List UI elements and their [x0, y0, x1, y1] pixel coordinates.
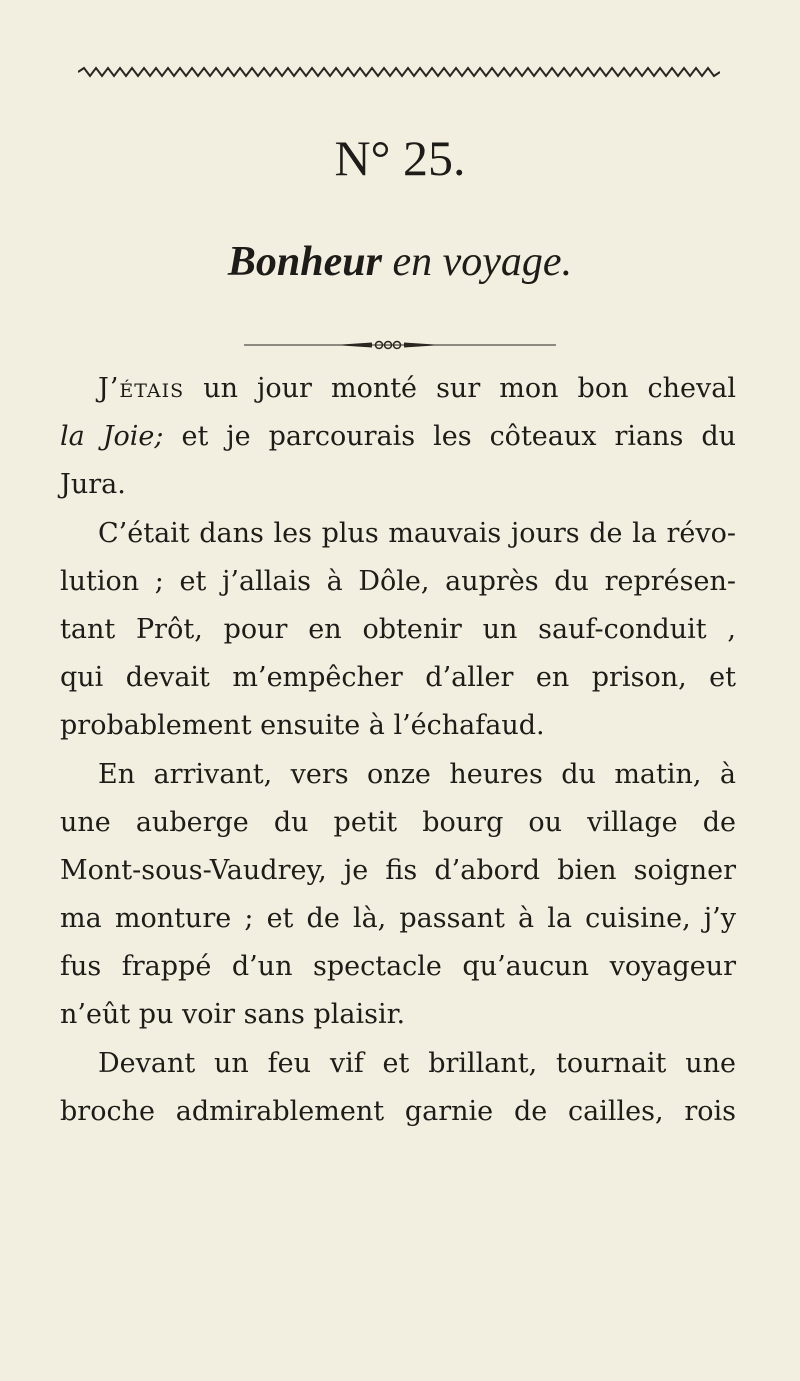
line-text: et je parcourais les côteaux rians du	[163, 421, 736, 453]
chapter-number: N° 25.	[334, 130, 466, 186]
text-line: fus frappé d’un spectacle qu’aucun voyageur	[60, 951, 736, 983]
top-ornament-rule	[78, 66, 720, 78]
title-divider-ornament	[244, 340, 556, 350]
text-line: qui devait m’empêcher d’aller en prison, et	[60, 662, 736, 694]
text-line: ma monture ; et de là, passant à la cuisine, j’y	[60, 903, 736, 935]
chapter-title	[0, 236, 800, 288]
text-line: une auberge du petit bourg ou village de	[60, 806, 736, 838]
title-main-word: Bonheur	[227, 239, 382, 285]
body-text	[60, 365, 736, 1136]
text-line: En arrivant, vers onze heures du matin, à	[98, 758, 736, 790]
text-line: lution ; et j’allais à Dôle, auprès du représen-	[60, 565, 736, 597]
text-line: tant Prôt, pour en obtenir un sauf-conduit ,	[60, 613, 736, 645]
text-line	[60, 413, 736, 461]
opening-small-caps: J’étais	[98, 373, 185, 404]
text-line: Mont-sous-Vaudrey, je fis d’abord bien soigner	[60, 854, 736, 886]
text-line: broche admirablement garnie de cailles, rois	[60, 1095, 736, 1127]
text-line: Jura.	[60, 469, 126, 501]
title-rest: en voyage.	[382, 239, 573, 285]
text-line: n’eût pu voir sans plaisir.	[60, 999, 406, 1031]
text-line: C’était dans les plus mauvais jours de la révo-	[98, 517, 736, 549]
italic-name: la Joie;	[60, 421, 164, 453]
text-line: Devant un feu vif et brillant, tournait une	[98, 1047, 736, 1079]
line-text: un jour monté sur mon bon cheval	[184, 373, 736, 404]
text-line: probablement ensuite à l’échafaud.	[60, 710, 545, 742]
text-line	[60, 365, 736, 413]
